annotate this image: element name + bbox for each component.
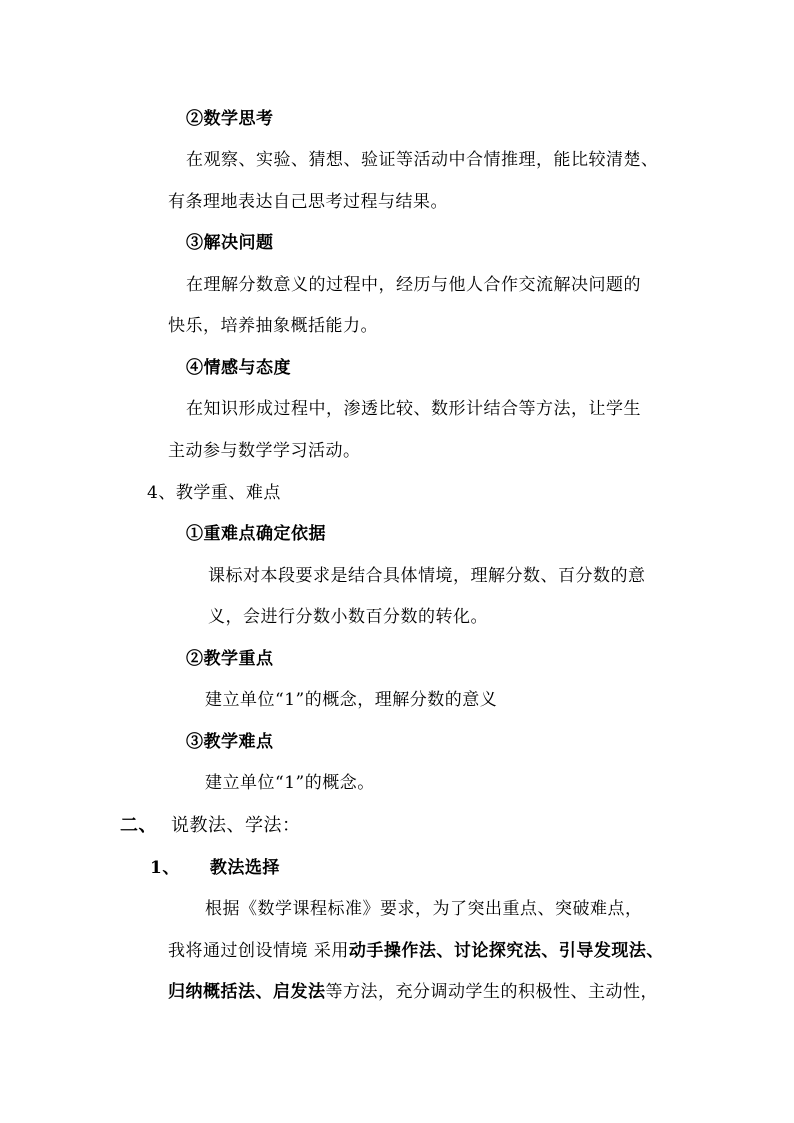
- method-heuristic: 启发法: [273, 982, 326, 1002]
- paragraph-line: [0, 979, 794, 1005]
- paragraph-line: 建立单位“1”的概念，理解分数的意义: [205, 690, 498, 710]
- heading-key-difficult-points: 4、教学重、难点: [147, 483, 281, 503]
- paragraph-line: 根据《数学课程标准》要求，为了突出重点、突破难点，: [205, 899, 643, 919]
- paragraph-line: 义，会进行分数小数百分数的转化。: [208, 607, 488, 627]
- paragraph-line: 在观察、实验、猜想、验证等活动中合情推理，能比较清楚、: [186, 150, 659, 170]
- heading-math-thinking: ②数学思考: [186, 109, 274, 129]
- paragraph-line: 主动参与数学学习活动。: [168, 441, 361, 461]
- heading-teaching-focus: ②教学重点: [186, 649, 274, 669]
- heading-emotion-attitude: ④情感与态度: [186, 358, 291, 378]
- method-discussion: 讨论探究法: [453, 941, 542, 961]
- paragraph-line: 快乐，培养抽象概括能力。: [168, 316, 378, 336]
- subsection-number: 1、: [150, 858, 180, 878]
- method-guided-discovery: 引导发现法: [558, 941, 647, 961]
- paragraph-line: 在理解分数意义的过程中，经历与他人合作交流解决问题的: [186, 275, 641, 295]
- paragraph-line: 建立单位“1”的概念。: [205, 773, 375, 793]
- heading-basis: ①重难点确定依据: [186, 524, 326, 544]
- section-number: 二、: [120, 815, 157, 836]
- method-hands-on: 动手操作法: [348, 941, 437, 961]
- section-heading: [0, 813, 794, 839]
- heading-teaching-difficulty: ③教学难点: [186, 732, 274, 752]
- separator: 、: [541, 941, 559, 961]
- subsection-heading: [0, 855, 794, 881]
- paragraph-line: 在知识形成过程中，渗透比较、数形计结合等方法，让学生: [186, 399, 641, 419]
- text-segment: 我将通过创设情境 采用: [168, 941, 349, 961]
- method-induction: 归纳概括法: [168, 982, 256, 1002]
- paragraph-line: 课标对本段要求是结合具体情境，理解分数、百分数的意: [208, 566, 646, 586]
- paragraph-line: [0, 938, 794, 964]
- text-segment: 等方法，充分调动学生的积极性、主动性，: [325, 982, 658, 1002]
- paragraph-line: 有条理地表达自己思考过程与结果。: [168, 192, 448, 212]
- separator: 、: [436, 941, 454, 961]
- separator: 、: [646, 941, 664, 961]
- section-title: 说教法、学法：: [171, 815, 301, 836]
- subsection-title: 教法选择: [209, 858, 280, 878]
- heading-problem-solving: ③解决问题: [186, 233, 274, 253]
- separator: 、: [255, 982, 273, 1002]
